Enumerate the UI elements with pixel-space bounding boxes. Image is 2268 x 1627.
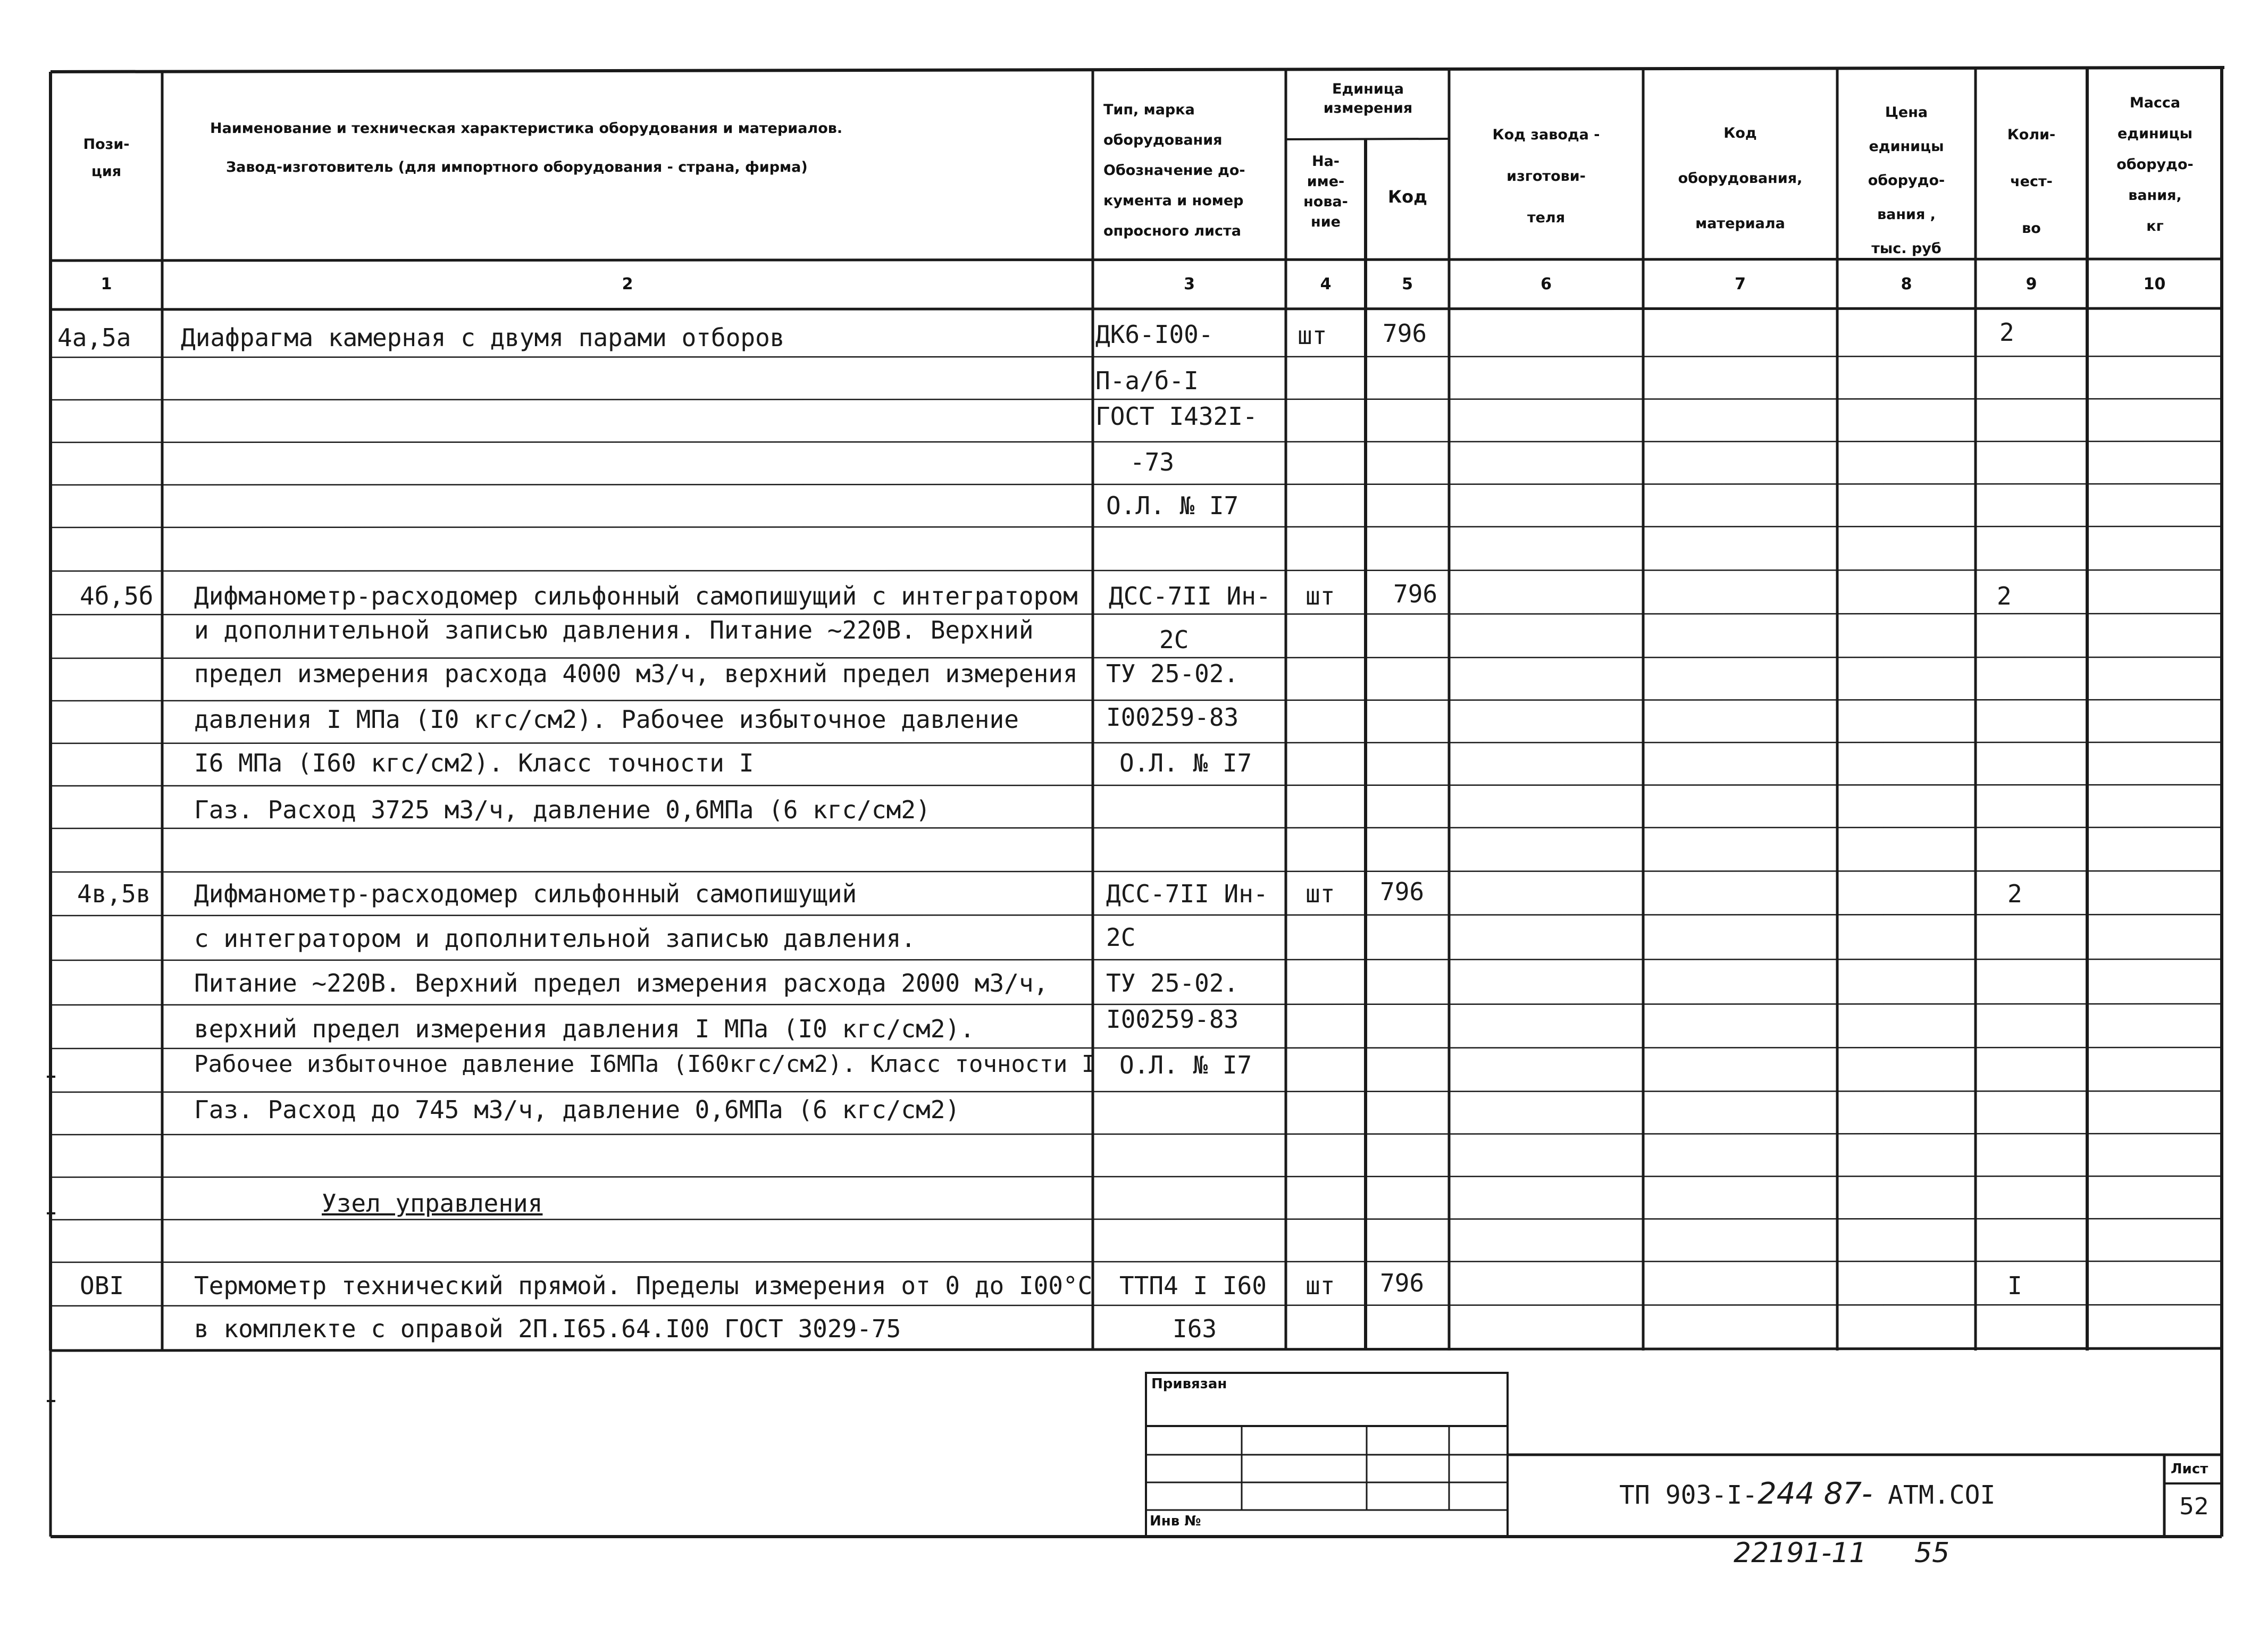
header-quantity-line: во xyxy=(2022,220,2041,237)
row-name: Термометр технический прямой. Пределы измерения от 0 до I00°С xyxy=(194,1271,1093,1300)
row-type: ГОСТ I432I- xyxy=(1095,402,1258,431)
row-type: 2С xyxy=(1159,625,1189,654)
header-position-line: Пози- xyxy=(83,136,130,153)
row-type: I00259-83 xyxy=(1106,1005,1239,1034)
header-unit-name-line: На- xyxy=(1311,153,1340,170)
row-quantity: 2 xyxy=(1997,582,2012,610)
footer-handwritten-left: 22191-11 xyxy=(1734,1537,1867,1569)
row-unit-code: 796 xyxy=(1380,1269,1425,1297)
header-unit-mass-line: единицы xyxy=(2117,125,2193,142)
column-number: 7 xyxy=(1735,275,1746,293)
footer-handwritten-right: 55 xyxy=(1914,1537,1950,1569)
row-type: ДСС-7II Ин- xyxy=(1109,582,1271,610)
header-unit-price-line: Цена xyxy=(1885,104,1928,121)
row-type: -73 xyxy=(1130,448,1175,476)
column-number: 9 xyxy=(2026,275,2037,293)
header-unit-line: Единица xyxy=(1332,81,1404,97)
header-manufacturer-code-line: изготови- xyxy=(1507,168,1586,184)
row-position: 4б,5б xyxy=(80,582,154,610)
header-type-line: оборудования xyxy=(1103,132,1223,148)
row-position: 4в,5в xyxy=(77,879,151,908)
stamp-inventory-label: Инв № xyxy=(1150,1513,1201,1529)
row-type: О.Л. № I7 xyxy=(1119,1051,1252,1079)
row-name: давления I МПа (I0 кгс/см2). Рабочее избыточное давление xyxy=(194,705,1019,734)
header-name-line: Завод-изготовитель (для импортного оборудования - страна, фирма) xyxy=(226,159,808,175)
header-equipment-code-line: оборудования, xyxy=(1678,170,1803,187)
row-unit-code: 796 xyxy=(1380,877,1425,906)
document-code xyxy=(1619,1479,1995,1509)
header-type-line: кумента и номер xyxy=(1103,192,1244,209)
document-code-handwritten: 244 87- xyxy=(1758,1477,1873,1511)
row-name: предел измерения расхода 4000 м3/ч, верхний предел измерения xyxy=(194,659,1078,688)
column-number: 8 xyxy=(1901,275,1912,293)
header-type-line: опросного листа xyxy=(1103,223,1241,239)
row-type: I00259-83 xyxy=(1106,703,1239,732)
row-type: О.Л. № I7 xyxy=(1119,749,1252,777)
row-name: Диафрагма камерная с двумя парами отборов xyxy=(181,323,785,352)
sheet-label: Лист xyxy=(2171,1461,2208,1477)
row-unit-code: 796 xyxy=(1393,580,1438,608)
header-unit-line: измерения xyxy=(1323,100,1413,116)
row-type: ДСС-7II Ин- xyxy=(1106,879,1268,908)
row-type: 2С xyxy=(1106,923,1136,952)
column-number: 3 xyxy=(1184,275,1195,293)
header-unit xyxy=(1290,80,1446,118)
header-unit-mass-line: кг xyxy=(2146,218,2164,234)
header-equipment-code-line: Код xyxy=(1723,125,1757,141)
sheet-number: 52 xyxy=(2179,1493,2209,1520)
column-number: 1 xyxy=(101,275,112,293)
header-manufacturer-code xyxy=(1452,114,1641,239)
header-manufacturer-code-line: теля xyxy=(1527,209,1566,226)
row-name: Дифманометр-расходомер сильфонный самопишущий xyxy=(194,879,857,908)
header-unit-name-line: нова- xyxy=(1303,194,1348,210)
row-position: 4а,5а xyxy=(57,323,131,352)
row-name: Газ. Расход до 745 м3/ч, давление 0,6МПа (6 кгс/см2) xyxy=(194,1095,960,1124)
document-code-prefix: ТП 903-I- xyxy=(1619,1480,1758,1510)
row-name: Дифманометр-расходомер сильфонный самопишущий с интегратором xyxy=(194,582,1078,610)
header-unit-mass xyxy=(2090,88,2220,242)
column-number: 2 xyxy=(622,275,633,293)
row-name: Рабочее избыточное давление I6МПа (I60кгс/см2). Класс точности I xyxy=(194,1051,1096,1078)
row-position: OBI xyxy=(80,1271,124,1300)
document-code-suffix: АТМ.СОI xyxy=(1872,1480,1996,1510)
header-type xyxy=(1103,95,1279,246)
row-unit-code: 796 xyxy=(1383,319,1427,348)
column-number: 4 xyxy=(1320,275,1332,293)
row-type: ТУ 25-02. xyxy=(1106,969,1239,997)
header-unit-name xyxy=(1288,152,1363,232)
row-name: с интегратором и дополнительной записью давления. xyxy=(194,924,916,953)
header-manufacturer-code-line: Код завода - xyxy=(1492,127,1600,143)
row-name: I6 МПа (I60 кгс/см2). Класс точности I xyxy=(194,749,754,777)
header-type-line: Обозначение до- xyxy=(1103,162,1245,179)
header-type-line: Тип, марка xyxy=(1103,102,1195,118)
row-quantity: 2 xyxy=(1999,318,2014,347)
row-name: в комплекте с оправой 2П.I65.64.I00 ГОСТ 3029-75 xyxy=(194,1314,901,1343)
header-unit-mass-line: вания, xyxy=(2128,187,2182,204)
row-unit: шт xyxy=(1298,321,1327,350)
row-name: Газ. Расход 3725 м3/ч, давление 0,6МПа (6 кгс/см2) xyxy=(194,795,931,824)
header-equipment-code-line: материала xyxy=(1695,215,1785,232)
row-unit: шт xyxy=(1305,879,1335,908)
header-equipment-code xyxy=(1646,111,1835,246)
header-unit-code: Код xyxy=(1388,187,1427,207)
stamp-privyazan-label: Привязан xyxy=(1151,1376,1227,1392)
column-number: 5 xyxy=(1402,275,1413,293)
header-unit-name-line: име- xyxy=(1307,173,1345,190)
row-name: верхний предел измерения давления I МПа (I0 кгс/см2). xyxy=(194,1014,975,1043)
header-unit-mass-line: оборудо- xyxy=(2116,156,2194,173)
header-position xyxy=(58,137,154,179)
row-name: и дополнительной записью давления. Питание ~220В. Верхний xyxy=(194,616,1034,644)
header-unit-price xyxy=(1840,96,1973,266)
header-quantity-line: Коли- xyxy=(2007,127,2056,143)
column-number: 6 xyxy=(1541,275,1552,293)
header-quantity xyxy=(1978,112,2085,252)
row-type: ДК6-I00- xyxy=(1095,320,1213,349)
header-unit-price-line: оборудо- xyxy=(1868,172,1945,189)
column-number: 10 xyxy=(2143,275,2166,293)
row-quantity: I xyxy=(2007,1271,2022,1300)
row-type: П-а/б-I xyxy=(1095,366,1199,395)
row-type: О.Л. № I7 xyxy=(1106,491,1239,520)
header-unit-price-line: тыс. руб xyxy=(1871,240,1941,257)
row-unit: шт xyxy=(1305,1271,1335,1300)
header-quantity-line: чест- xyxy=(2010,173,2053,190)
row-unit: шт xyxy=(1305,582,1335,610)
row-type: ТТП4 I I60 xyxy=(1119,1271,1267,1300)
header-position-line: ция xyxy=(91,163,122,180)
section-title: Узел управления xyxy=(322,1189,543,1218)
row-name: Питание ~220В. Верхний предел измерения расхода 2000 м3/ч, xyxy=(194,969,1049,997)
row-type: ТУ 25-02. xyxy=(1106,659,1239,688)
header-name-line: Наименование и техническая характеристика оборудования и материалов. xyxy=(210,120,843,137)
header-unit-price-line: вания , xyxy=(1877,206,1936,223)
header-name xyxy=(210,121,842,174)
header-unit-mass-line: Масса xyxy=(2129,95,2181,111)
header-unit-name-line: ние xyxy=(1311,214,1341,230)
header-unit-price-line: единицы xyxy=(1869,138,1944,155)
row-type: I63 xyxy=(1173,1314,1217,1343)
row-quantity: 2 xyxy=(2007,879,2022,908)
